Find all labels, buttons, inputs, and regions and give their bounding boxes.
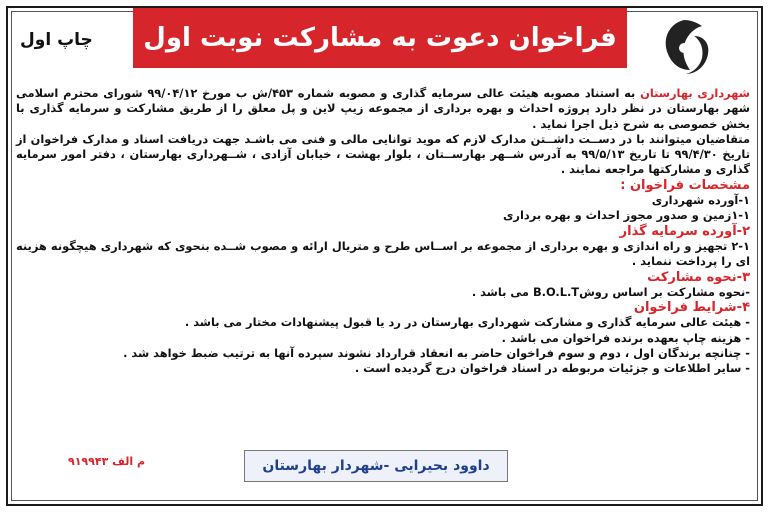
print-label: چاپ اول: [20, 30, 93, 50]
notice-body: [16, 86, 750, 377]
method-heading: ۳-نحوه مشارکت: [647, 269, 750, 285]
terms-heading: ۴-شرایط فراخوان: [633, 300, 750, 316]
terms-item: - سایر اطلاعات و جزئیات مربوطه در اسناد فراخوان درج گردیده است .: [354, 361, 750, 376]
specs-item: ۱-۱زمین و صدور مجوز احداث و بهره برداری: [502, 208, 750, 223]
intro-text: به استناد مصوبه هیئت عالی سرمایه گذاری و مصوبه شماره ۴۵۳/ش ب مورخ ۹۹/۰۴/۱۲ شورای محترم اسلامی شهر بهارستان در نظر دارد پروژه احداث و بهره برداری از مجموعه زیپ لاین و پل معلق را از طریق مشارکت و سرمایه گذاری با بخش خصوصی به شرح ذیل اجرا نماید .: [16, 86, 750, 131]
specs-item: ۱-آورده شهرداری: [651, 193, 750, 208]
applicants-paragraph: متقاضیان میتوانند با در دســت داشــتن مدارک لازم که موید توانایی مالی و فنی می باشـد جهت دریافت اسناد و مدارک فراخوان از تاریخ ۹۹/۴/۳۰ تا تاریخ ۹۹/۵/۱۳ به آدرس شــهر بهارســتان ، بلوار بهشت ، خیابان آزادی ، شــهرداری بهارستان ، دفتر امور سرمایه گذاری و مشارکتها مراجعه نمایند .: [16, 131, 750, 177]
ad-code: م الف ۹۱۹۹۴۳: [68, 455, 146, 468]
terms-item: - هیئت عالی سرمایه گذاری و مشارکت شهرداری بهارستان در رد یا قبول پیشنهادات مختار می باشد .: [184, 315, 750, 330]
method-text: -نحوه مشارکت بر اساس روشB.O.L.T می باشد .: [471, 284, 750, 299]
municipality-logo-icon: [650, 14, 718, 78]
investor-text: ۲-۱ تجهیز و راه اندازی و بهره برداری از مجموعه بر اســاس طرح و متریال ارائه و مصوب شــده بنحوی که شهرداری هیچگونه هزینه ای را پرداخت ننماید .: [16, 238, 750, 269]
title-banner: فراخوان دعوت به مشارکت نوبت اول: [133, 8, 627, 68]
terms-item: - هزینه چاپ بعهده برنده فراخوان می باشد .: [501, 330, 750, 345]
intro-paragraph: [16, 86, 750, 132]
specs-heading: مشخصات فراخوان :: [620, 177, 750, 193]
terms-item: - چنانچه برندگان اول ، دوم و سوم فراخوان حاضر به انعقاد قرارداد نشوند سپرده آنها به ترتیب ضبط خواهد شد .: [123, 346, 750, 361]
signature-box: داوود بحیرایی -شهردار بهارستان: [244, 450, 508, 482]
investor-heading: ۲-آورده سرمایه گذار: [619, 223, 750, 239]
org-name: شهرداری بهارستان: [640, 86, 750, 100]
